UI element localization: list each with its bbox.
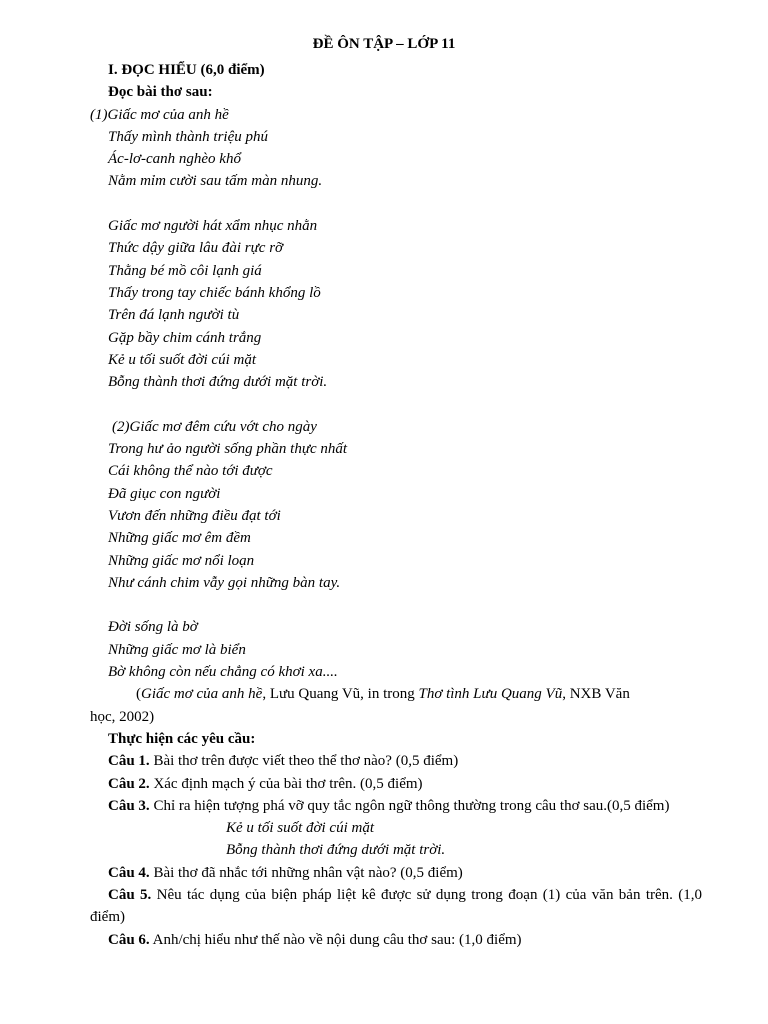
poem-line: Đã giục con người [108,485,221,502]
poem-line: Thức dậy giữa lâu đài rực rỡ [108,240,284,257]
question-3 [0,795,768,817]
poem-line: Giấc mơ người hát xẩm nhục nhằn [108,218,318,235]
source-work: Giấc mơ của anh hề [141,686,263,703]
poem-line: Thấy mình thành triệu phú [108,128,268,145]
question-label: Câu 1. [108,753,150,770]
poem-line: Gặp bầy chim cánh trắng [108,329,262,346]
poem-line: Trong hư ảo người sống phần thực nhất [108,441,348,458]
poem-line: Những giấc mơ là biển [108,641,246,658]
quote-line: Kẻ u tối suốt đời cúi mặt [226,820,375,837]
poem-line: (2)Giấc mơ đêm cứu vớt cho ngày [112,418,317,435]
poem-line: (1)Giấc mơ của anh hề [90,106,229,123]
page-title: ĐỀ ÔN TẬP – LỚP 11 [312,36,456,52]
question-text: Anh/chị hiểu như thế nào về nội dung câu thơ sau: (1,0 điểm) [149,931,522,948]
question-label: Câu 6. [108,931,150,948]
question-label: Câu 4. [108,864,150,881]
question-text: Bài thơ trên được viết theo thể thơ nào? (0,5 điểm) [149,753,459,770]
question-label: Câu 5. [108,886,152,903]
source-open: ( [136,686,141,703]
question-text: Xác định mạch ý của bài thơ trên. (0,5 điểm) [149,775,423,792]
question-text: Chỉ ra hiện tượng phá vỡ quy tắc ngôn ngữ thông thường trong câu thơ sau.(0,5 điểm) [149,797,670,814]
question-text: Nêu tác dụng của biện pháp liệt kê được sử dụng trong đoạn (1) của văn bản trên. (1,0 điểm) [90,886,702,926]
tasks [0,728,768,951]
poem-line: Kẻ u tối suốt đời cúi mặt [108,351,257,368]
poem-line: Như cánh chim vẫy gọi những bàn tay. [108,574,341,591]
poem-line: Những giấc mơ êm đềm [108,530,251,547]
tasks-heading: Thực hiện các yêu cầu: [108,730,256,747]
question-5 [0,884,768,929]
poem-line: Trên đá lạnh người tù [108,307,240,324]
question-6 [0,929,768,951]
poem-line: Những giấc mơ nổi loạn [108,552,255,569]
source-book: Thơ tình Lưu Quang Vũ [418,686,563,703]
poem-line: Nằm mỉm cười sau tấm màn nhung. [108,173,323,190]
poem-stanza-4 [0,616,768,683]
poem-line: Thằng bé mồ côi lạnh giá [108,262,262,279]
question-label: Câu 3. [108,797,150,814]
source-line2: học, 2002) [90,708,155,725]
poem-line: Thấy trong tay chiếc bánh khổng lồ [108,284,321,301]
question-2 [0,773,768,795]
question-4 [0,862,768,884]
poem-stanza-3 [0,416,768,594]
quote-line: Bỗng thành thơi đứng dưới mặt trời. [226,842,446,859]
source-sep1: , Lưu Quang Vũ, in trong [262,686,419,703]
poem-stanza-2 [0,215,768,393]
question-text: Bài thơ đã nhắc tới những nhân vật nào? (0,5 điểm) [149,864,463,881]
poem-stanza-1 [0,104,768,193]
poem-line: Vươn đến những điều đạt tới [108,507,281,524]
poem-line: Ác-lơ-canh nghèo khổ [108,151,241,168]
reading-section [0,59,768,951]
poem-line: Đời sống là bờ [108,619,198,636]
source-sep2: , NXB Văn [562,686,630,703]
section-heading: I. ĐỌC HIỂU (6,0 điểm) [108,62,265,78]
poem-line: Bờ không còn nếu chẳng có khơi xa.... [108,664,338,681]
poem-line: Bỗng thành thơi đứng dưới mặt trời. [108,374,328,391]
section-intro: Đọc bài thơ sau: [108,84,213,101]
poem-line: Cái không thể nào tới được [108,463,273,480]
question-1 [0,750,768,772]
poem-source [0,683,768,728]
question-label: Câu 2. [108,775,150,792]
